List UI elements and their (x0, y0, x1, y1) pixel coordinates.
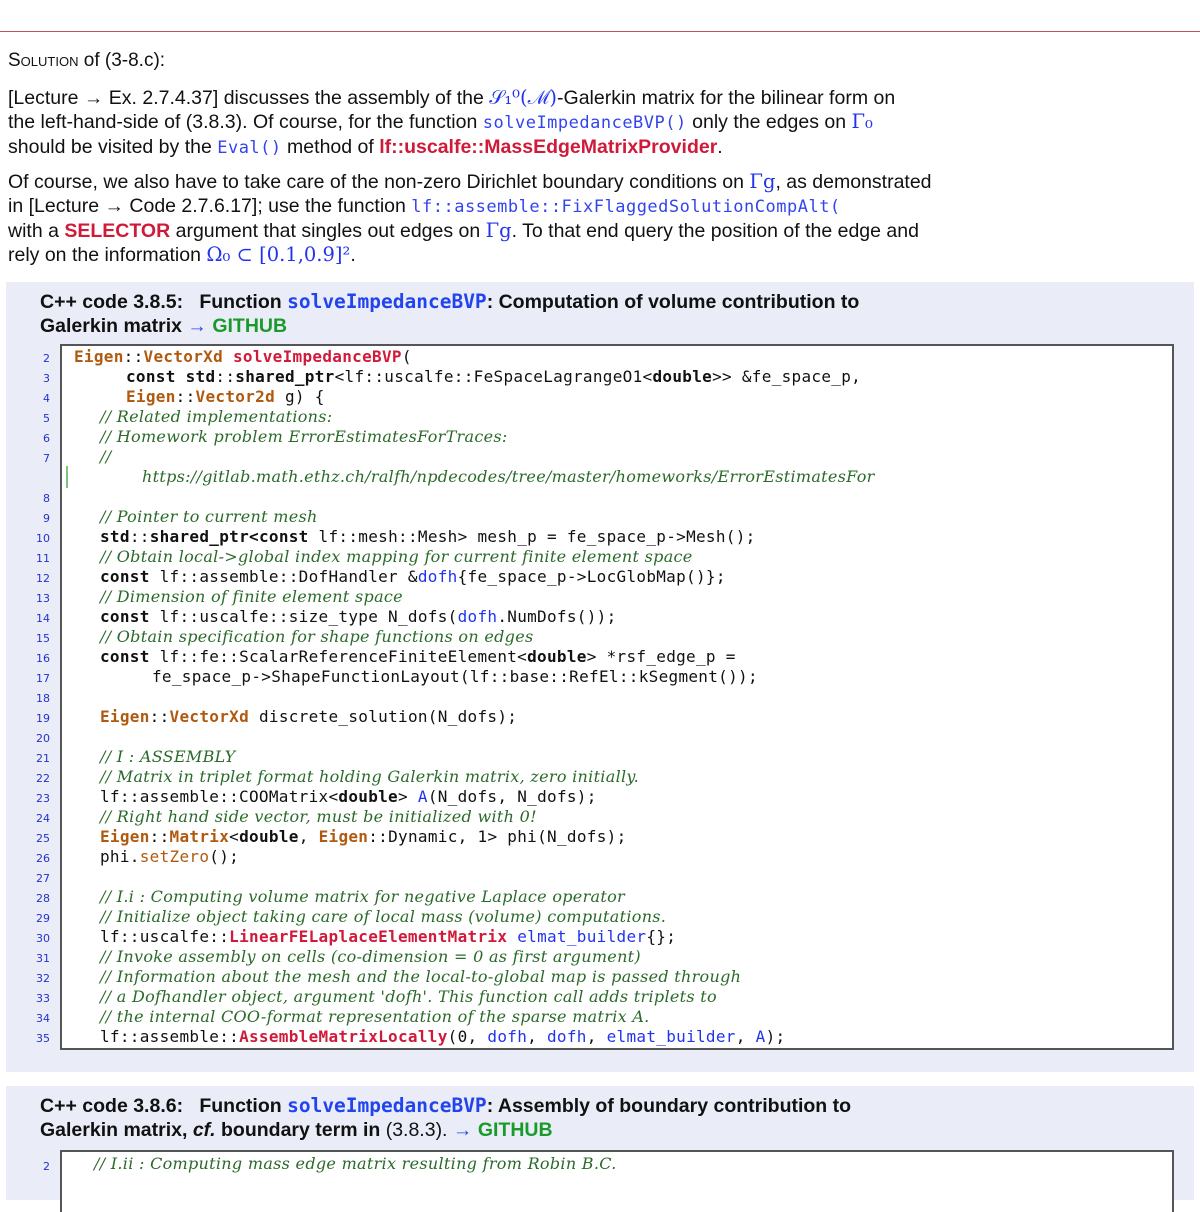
math-gamma-g-2: Γg (485, 219, 512, 242)
code-comment-url[interactable]: https://gitlab.math.ethz.ch/ralfh/npdecodes/tree/master/homeworks/ErrorEstimatesFor (142, 467, 875, 486)
code-caption-line2: Galerkin matrix, cf. boundary term in (3.8.3). → GITHUB (40, 1119, 553, 1141)
link-arrow-icon: → (452, 1119, 473, 1141)
line-number: 2 (43, 1160, 50, 1173)
line-number: 25 (36, 832, 50, 845)
code-comment: // Obtain local->global index mapping for current finite element space (100, 547, 693, 566)
code-line: phi.setZero(); (100, 847, 240, 866)
math-gamma0: Γ₀ (851, 110, 873, 133)
code-comment: // Related implementations: (100, 407, 333, 426)
code-line: Eigen::VectorXd discrete_solution(N_dofs); (100, 707, 518, 726)
code-comment: // Information about the mesh and the local-to-global map is passed through (100, 967, 742, 986)
math-omega0: Ω₀ ⊂ [0.1,0.9]² (206, 243, 351, 266)
math-gamma-g: Γg (749, 170, 776, 193)
line-number: 5 (43, 412, 50, 425)
code-comment: // I.ii : Computing mass edge matrix resulting from Robin B.C. (94, 1154, 617, 1173)
line-number: 15 (36, 632, 50, 645)
code-comment: // Pointer to current mesh (100, 507, 318, 526)
code-listing-3-8-5 (6, 282, 1194, 1072)
line-number: 17 (36, 672, 50, 685)
code-line: fe_space_p->ShapeFunctionLayout(lf::base::RefEl::kSegment()); (152, 667, 758, 686)
code-line: Eigen::Matrix<double, Eigen::Dynamic, 1> phi(N_dofs); (100, 827, 627, 846)
code-line: const lf::fe::ScalarReferenceFiniteElement<double> *rsf_edge_p = (100, 647, 736, 666)
code-ref-solveImpedanceBVP[interactable]: solveImpedanceBVP() (482, 113, 687, 133)
line-number: 19 (36, 712, 50, 725)
code-comment: // (100, 447, 112, 466)
caption-function-name: solveImpedanceBVP (287, 1094, 487, 1117)
code-line: lf::assemble::AssembleMatrixLocally(0, dofh, dofh, elmat_builder, A); (100, 1027, 786, 1046)
line-number: 29 (36, 912, 50, 925)
code-listing-3-8-6 (6, 1086, 1194, 1200)
line-number: 16 (36, 652, 50, 665)
line-number: 31 (36, 952, 50, 965)
code-line: const lf::assemble::DofHandler &dofh{fe_space_p->LocGlobMap()}; (100, 567, 726, 586)
code-line: const std::shared_ptr<lf::uscalfe::FeSpaceLagrangeO1<double>> &fe_space_p, (126, 367, 862, 386)
math-s10m: 𝒮₁⁰(ℳ) (489, 86, 558, 109)
line-number: 22 (36, 772, 50, 785)
code-comment: // Right hand side vector, must be initialized with 0! (100, 807, 537, 826)
code-line: Eigen::VectorXd solveImpedanceBVP( (74, 347, 412, 366)
line-number: 34 (36, 1012, 50, 1025)
code-caption: C++ code 3.8.6: Function solveImpedanceBVP: Assembly of boundary contribution to (40, 1094, 852, 1117)
line-number: 32 (36, 972, 50, 985)
line-number: 18 (36, 692, 50, 705)
line-number: 11 (36, 552, 50, 565)
top-rule (0, 31, 1200, 32)
line-number: 28 (36, 892, 50, 905)
line-number: 21 (36, 752, 50, 765)
code-comment: // Obtain specification for shape functions on edges (100, 627, 534, 646)
code-ref-eval[interactable]: Eval() (217, 138, 282, 158)
wrap-indicator (66, 466, 68, 488)
line-number: 10 (36, 532, 50, 545)
code-line: lf::uscalfe::LinearFELaplaceElementMatrix elmat_builder{}; (100, 927, 677, 946)
line-number: 20 (36, 732, 50, 745)
line-number: 30 (36, 932, 50, 945)
code-comment: // the internal COO-format representation of the sparse matrix A. (100, 1007, 650, 1026)
code-comment: // a Dofhandler object, argument 'dofh'. This function call adds triplets to (100, 987, 717, 1006)
paragraph-2: Of course, we also have to take care of the non-zero Dirichlet boundary conditions on Γg, as demonstrated in [Lecture → Code 2.7.6.17]; use the function lf::assemble::FixFlaggedSolutionCompAlt( with a SELECTOR argument that singles out edges on Γg. To that end query the position of the edge and rely on the information Ω₀ ⊂ [0.1,0.9]². (8, 170, 932, 266)
line-number: 27 (36, 872, 50, 885)
class-ref-mass-edge-matrix-provider[interactable]: lf::uscalfe::MassEdgeMatrixProvider (379, 136, 718, 158)
line-number: 24 (36, 812, 50, 825)
code-line: lf::assemble::COOMatrix<double> A(N_dofs, N_dofs); (100, 787, 597, 806)
paragraph-1: [Lecture → Ex. 2.7.4.37] discusses the assembly of the 𝒮₁⁰(ℳ)-Galerkin matrix for the bilinear form on the left-hand-side of (3.8.3). Of course, for the function solveImpedanceBVP() only the edges on Γ₀ should be visited by the Eval() method of lf::uscalfe::MassEdgeMatrixProvider. (8, 86, 896, 158)
solution-heading: Solution of (3-8.c): (8, 50, 166, 71)
code-comment: // I.i : Computing volume matrix for negative Laplace operator (100, 887, 625, 906)
code-comment: // Matrix in triplet format holding Galerkin matrix, zero initially. (100, 767, 640, 786)
code-comment: // I : ASSEMBLY (100, 747, 236, 766)
line-number: 3 (43, 372, 50, 385)
line-number: 9 (43, 512, 50, 525)
line-number: 2 (43, 352, 50, 365)
line-number: 13 (36, 592, 50, 605)
line-number: 7 (43, 452, 50, 465)
code-line: std::shared_ptr<const lf::mesh::Mesh> mesh_p = fe_space_p->Mesh(); (100, 527, 756, 546)
code-comment: // Homework problem ErrorEstimatesForTraces: (100, 427, 508, 446)
line-number: 23 (36, 792, 50, 805)
code-caption: C++ code 3.8.5: Function solveImpedanceBVP: Computation of volume contribution to (40, 290, 860, 313)
line-number: 26 (36, 852, 50, 865)
line-number: 33 (36, 992, 50, 1005)
line-number: 4 (43, 392, 50, 405)
github-link[interactable]: GITHUB (212, 315, 288, 337)
line-number: 6 (43, 432, 50, 445)
code-line: const lf::uscalfe::size_type N_dofs(dofh.NumDofs()); (100, 607, 617, 626)
selector-term: SELECTOR (64, 220, 171, 242)
code-comment: // Invoke assembly on cells (co-dimension = 0 as first argument) (100, 947, 641, 966)
code-line: Eigen::Vector2d g) { (126, 387, 325, 406)
line-number: 12 (36, 572, 50, 585)
code-caption-line2: Galerkin matrix → GITHUB (40, 315, 288, 337)
line-number: 35 (36, 1032, 50, 1045)
code-comment: // Dimension of finite element space (100, 587, 403, 606)
code-comment: // Initialize object taking care of local mass (volume) computations. (100, 907, 667, 926)
caption-function-name: solveImpedanceBVP (287, 290, 487, 313)
link-arrow-icon: → (187, 315, 207, 337)
github-link[interactable]: GITHUB (477, 1119, 553, 1141)
line-number: 8 (43, 492, 50, 505)
line-number: 14 (36, 612, 50, 625)
code-ref-fix-flagged[interactable]: lf::assemble::FixFlaggedSolutionCompAlt( (411, 197, 841, 217)
